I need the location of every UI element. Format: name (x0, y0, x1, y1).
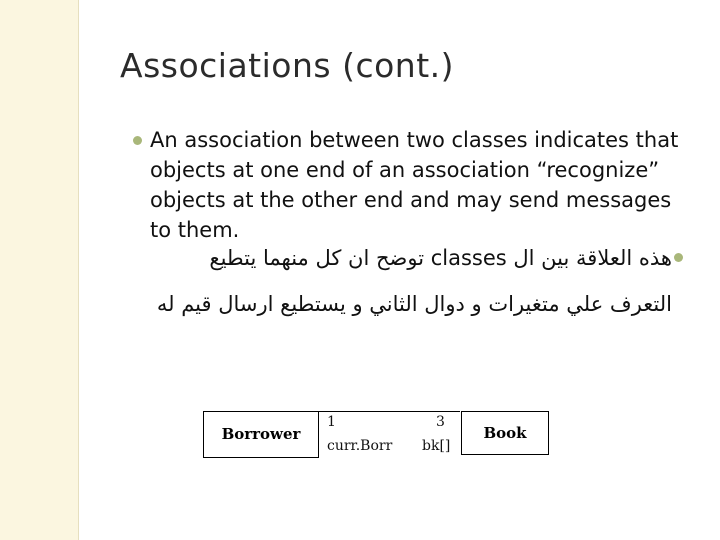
bullet-text-arabic-line1: هذه العلاقة بين ال classes توضح ان كل منهما يتطيع (209, 246, 672, 270)
multiplicity-left: 1 (327, 414, 336, 430)
decorative-side-strip (0, 0, 79, 540)
role-label-left: curr.Borr (327, 438, 393, 454)
role-label-right: bk[] (422, 438, 451, 454)
bullet-dot-icon (133, 136, 142, 145)
slide-title: Associations (cont.) (120, 46, 455, 85)
association-line (318, 411, 460, 412)
class-box-borrower: Borrower (203, 411, 319, 458)
bullet-text-english: An association between two classes indicates that objects at one end of an association “recognize” objects at the other end and may send messages to them. (150, 128, 679, 242)
multiplicity-right: 3 (436, 414, 445, 430)
class-box-book: Book (461, 411, 549, 455)
bullet-dot-icon (674, 253, 683, 262)
bullet-text-arabic-line2: التعرف علي متغيرات و دوال الثاني و يستطيع ارسال قيم له (156, 292, 672, 316)
